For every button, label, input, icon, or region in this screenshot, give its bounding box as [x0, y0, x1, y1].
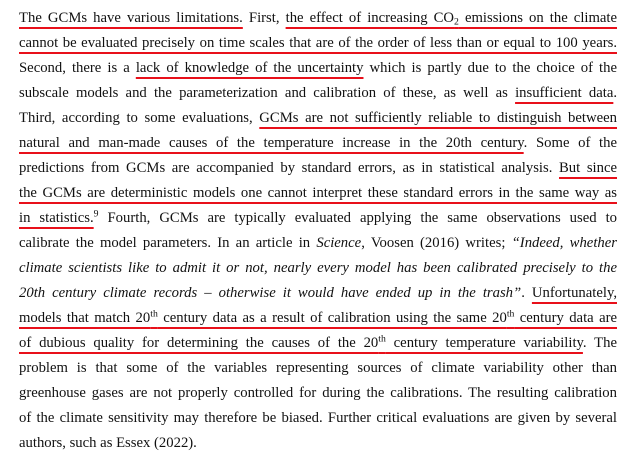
text-run: , Voosen (2016) writes;: [361, 235, 512, 251]
text-line-4: [19, 81, 617, 105]
underlined-phrase: GCMs are not sufficiently reliable to distinguish between: [259, 110, 617, 126]
text-run: century temperature variability: [385, 335, 583, 351]
text-run: century data as a result of calibration using the same 20: [157, 310, 507, 326]
text-line-3: [19, 56, 617, 80]
underlined-phrase: [19, 310, 617, 326]
text-line-12: [19, 281, 617, 305]
underlined-phrase: Unfortunately,: [531, 285, 617, 301]
text-line-17: [19, 406, 617, 430]
text-line-13: [19, 306, 617, 330]
text-line-15: [19, 356, 617, 380]
underlined-phrase: [286, 10, 617, 26]
text-run: subscale models and the parameterization and calibration of these, as well as: [19, 85, 516, 101]
text-run: . The: [582, 335, 617, 351]
text-run: .: [613, 85, 617, 101]
footnote-marker: 9: [93, 208, 99, 220]
underlined-phrase: lack of knowledge of the uncertainty: [135, 60, 364, 76]
superscript: th: [150, 308, 158, 320]
underlined-phrase: [19, 335, 583, 351]
text-run: Fourth, GCMs are typically evaluated applying the same observations used to: [98, 210, 617, 226]
text-line-14: [19, 331, 617, 355]
underlined-phrase: insufficient data: [515, 85, 614, 101]
text-line-16: [19, 381, 617, 405]
text-run: emissions on the climate: [458, 10, 617, 26]
underlined-phrase: The GCMs have various limitations.: [19, 10, 243, 26]
text-run: Second, there is a: [19, 60, 136, 76]
text-line-10: [19, 231, 617, 255]
text-run: .: [521, 285, 532, 301]
text-line-5: [19, 106, 617, 130]
text-run: First,: [242, 10, 286, 26]
text-line-8: [19, 181, 617, 205]
superscript: th: [378, 333, 386, 345]
text-line-7: [19, 156, 617, 180]
text-run: authors, such as Essex (2022).: [19, 435, 197, 451]
quote-text: climate scientists like to admit it or not, nearly every model has been calibrated precisely to the: [19, 260, 617, 276]
underlined-phrase: cannot be evaluated precisely on time scales that are of the order of less than or equal to 100 years.: [19, 35, 617, 51]
text-run: greenhouse gases are not properly controlled for during the calibrations. The resulting calibration: [19, 385, 617, 401]
journal-name: Science: [316, 235, 362, 251]
superscript: th: [506, 308, 515, 320]
underlined-phrase: the GCMs are deterministic models one cannot interpret these standard errors in the same way as: [19, 185, 617, 201]
text-run: calibrate the model parameters. In an article in: [19, 235, 317, 251]
quote-text: “Indeed, whether: [511, 235, 617, 251]
text-line-11: [19, 256, 617, 280]
text-line-1: [19, 6, 617, 30]
text-run: models that match 20: [19, 310, 151, 326]
text-run: problem is that some of the variables representing sources of climate variability other than: [19, 360, 617, 376]
underlined-phrase: But since: [559, 160, 617, 176]
text-run: . Some of the: [523, 135, 617, 151]
text-run: the effect of increasing CO: [285, 10, 455, 26]
text-run: of the climate sensitivity may therefore be biased. Further critical evaluations are given by several: [19, 410, 617, 426]
quote-text: 20th century climate records – otherwise it would have ended up in the trash”: [19, 285, 522, 301]
text-run: Third, according to some evaluations,: [19, 110, 260, 126]
text-line-6: [19, 131, 617, 155]
text-run: of dubious quality for determining the causes of the 20: [19, 335, 379, 351]
underlined-phrase: in statistics.: [19, 210, 94, 226]
text-line-18: [19, 431, 617, 455]
text-run: century data are: [514, 310, 617, 326]
text-line-9: [19, 206, 617, 230]
text-run: which is partly due to the choice of the: [363, 60, 617, 76]
underlined-phrase: natural and man-made causes of the temperature increase in the 20th century: [19, 135, 524, 151]
text-line-2: [19, 31, 617, 55]
text-run: predictions from GCMs are accompanied by standard errors, as in statistical analysis.: [19, 160, 559, 176]
subscript: 2: [454, 16, 459, 28]
